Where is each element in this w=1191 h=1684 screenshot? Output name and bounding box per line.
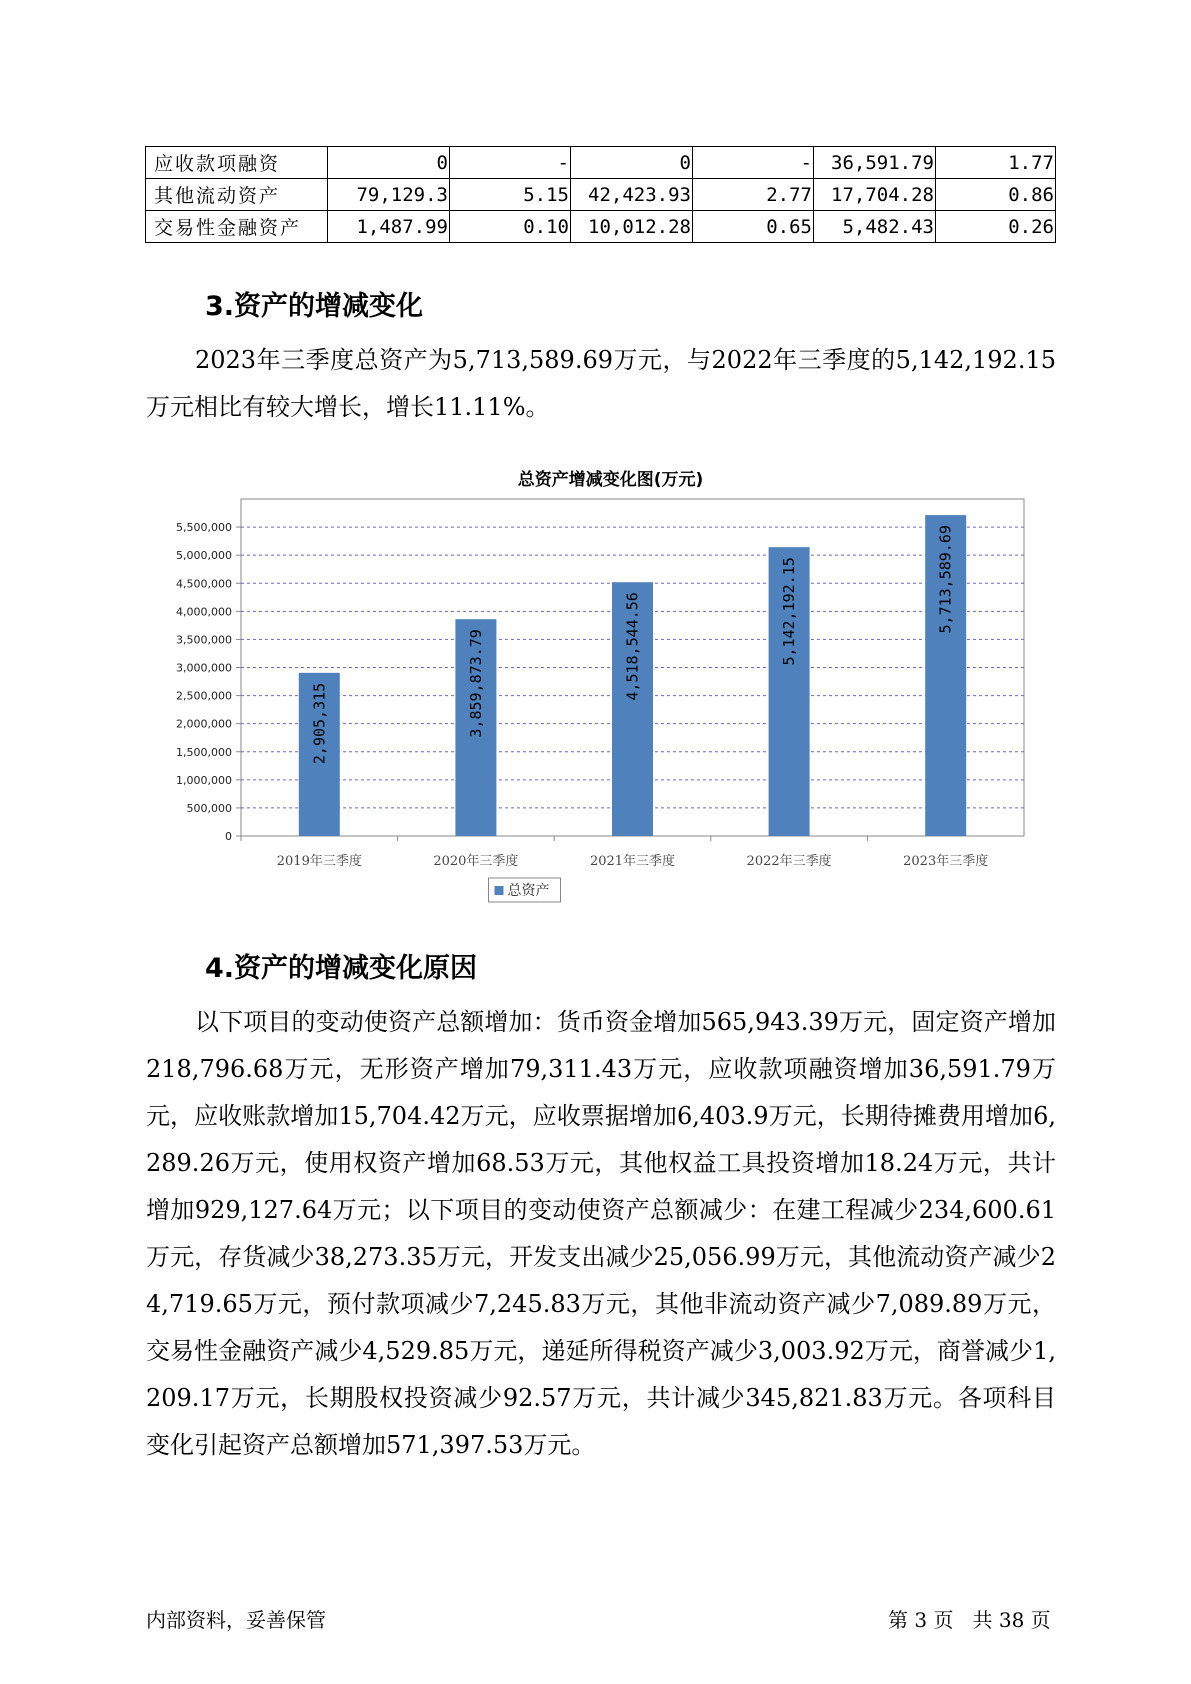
table-row-label: 交易性金融资产	[146, 211, 328, 243]
x-tick-label: 2020年三季度	[433, 854, 519, 869]
x-tick-label: 2019年三季度	[276, 854, 362, 869]
legend-label: 总资产	[507, 883, 550, 899]
y-tick-label: 5,500,000	[176, 521, 232, 535]
table-cell: 0.65	[693, 211, 814, 243]
table-cell: 17,704.28	[814, 179, 936, 211]
table-cell: 0	[328, 147, 450, 179]
chart-title: 总资产增减变化图(万元)	[517, 470, 704, 490]
table-cell: 5.15	[450, 179, 571, 211]
table-cell: -	[450, 147, 571, 179]
table-cell: 2.77	[693, 179, 814, 211]
table-row	[146, 147, 1056, 179]
section-3-paragraph: 2023年三季度总资产为5,713,589.69万元，与2022年三季度的5,142,192.15万元相比有较大增长，增长11.11%。	[146, 346, 1056, 421]
footer-page-number: 第 3 页 共 38 页	[888, 1608, 1051, 1632]
table-cell: 79,129.3	[328, 179, 450, 211]
table-cell: -	[693, 147, 814, 179]
table-cell: 10,012.28	[571, 211, 693, 243]
footer-confidential-note: 内部资料，妥善保管	[146, 1608, 326, 1632]
chart-svg	[145, 455, 1050, 915]
y-tick-label: 4,500,000	[176, 577, 232, 591]
y-tick-label: 5,000,000	[176, 549, 232, 563]
table-row-label: 其他流动资产	[146, 179, 328, 211]
total-assets-chart	[145, 455, 1050, 915]
bar-value-label: 5,142,192.15	[780, 557, 799, 666]
table-row	[146, 179, 1056, 211]
bar-value-label: 4,518,544.56	[623, 592, 642, 701]
bar-value-label: 3,859,873.79	[466, 629, 485, 738]
y-tick-label: 4,000,000	[176, 605, 232, 619]
y-tick-label: 3,500,000	[176, 633, 232, 647]
table-cell: 1.77	[936, 147, 1056, 179]
table-cell: 5,482.43	[814, 211, 936, 243]
x-tick-label: 2023年三季度	[903, 854, 989, 869]
bar-value-label: 2,905,315	[310, 682, 329, 765]
table-cell: 0.26	[936, 211, 1056, 243]
section-3-heading: 3.资产的增减变化	[205, 291, 424, 322]
asset-table	[145, 146, 1056, 243]
legend-swatch	[495, 886, 504, 895]
y-tick-label: 3,000,000	[176, 661, 232, 675]
y-tick-label: 0	[225, 830, 232, 843]
y-tick-label: 1,500,000	[176, 745, 232, 759]
x-tick-label: 2022年三季度	[746, 854, 832, 869]
bar-value-label: 5,713,589.69	[936, 525, 955, 634]
y-tick-label: 2,500,000	[176, 689, 232, 703]
table-cell: 0.10	[450, 211, 571, 243]
asset-table-body	[146, 147, 1056, 243]
table-row	[146, 211, 1056, 243]
table-cell: 36,591.79	[814, 147, 936, 179]
table-cell: 0	[571, 147, 693, 179]
section-4-heading: 4.资产的增减变化原因	[205, 953, 478, 984]
table-cell: 42,423.93	[571, 179, 693, 211]
y-tick-label: 500,000	[186, 801, 232, 815]
table-row-label: 应收款项融资	[146, 147, 328, 179]
table-cell: 0.86	[936, 179, 1056, 211]
section-4-paragraph: 以下项目的变动使资产总额增加：货币资金增加565,943.39万元，固定资产增加218,796.68万元，无形资产增加79,311.43万元，应收款项融资增加36,591.79万元，应收账款增加15,704.42万元，应收票据增加6,403.9万元，长期待摊费用增加6,289.26万元，使用权资产增加68.53万元，其他权益工具投资增加18.24万元，共计增加929,127.64万元；以下项目的变动使资产总额减少：在建工程减少234,600.61万元，存货减少38,273.35万元，开发支出减少25,056.99万元，其他流动资产减少24,719.65万元，预付款项减少7,245.83万元，其他非流动资产减少7,089.89万元，交易性金融资产减少4,529.85万元，递延所得税资产减少3,003.92万元，商誉减少1,209.17万元，长期股权投资减少92.57万元，共计减少345,821.83万元。各项科目变化引起资产总额增加571,397.53万元。	[146, 1008, 1056, 1459]
y-tick-label: 2,000,000	[176, 717, 232, 731]
table-cell: 1,487.99	[328, 211, 450, 243]
y-tick-label: 1,000,000	[176, 773, 232, 787]
x-tick-label: 2021年三季度	[589, 854, 676, 869]
